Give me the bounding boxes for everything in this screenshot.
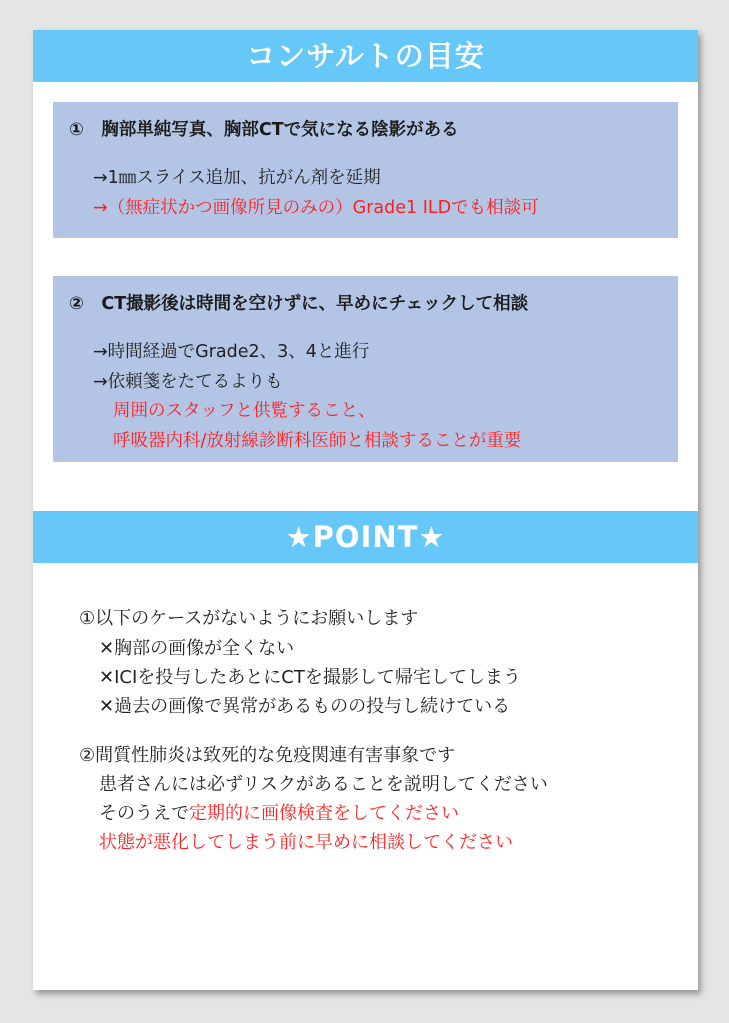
point-section-2-line-2 bbox=[99, 799, 459, 825]
point-banner: ★POINT★ bbox=[33, 511, 698, 563]
document-card bbox=[33, 30, 698, 990]
point-section-2-lead: ②間質性肺炎は致死的な免疫関連有害事象です bbox=[79, 745, 456, 766]
point-section-2-line-1: 患者さんには必ずリスクがあることを説明してください bbox=[99, 774, 548, 795]
consult-item-2-line-4: 呼吸器内科/放射線診断科医師と相談することが重要 bbox=[113, 431, 522, 451]
point-section-2-line-3: 状態が悪化してしまう前に早めに相談してください bbox=[99, 832, 513, 853]
point-section-1-item-3: ✕過去の画像で異常があるものの投与し続けている bbox=[99, 696, 511, 717]
consult-item-1-line-1: →1㎜スライス追加、抗がん剤を延期 bbox=[93, 168, 381, 188]
point-section-2-line-2-prefix: そのうえで bbox=[99, 803, 189, 824]
consult-item-2-line-2: →依頼箋をたてるよりも bbox=[93, 372, 283, 392]
consult-item-1-line-2: →（無症状かつ画像所見のみの）Grade1 ILDでも相談可 bbox=[93, 198, 539, 218]
point-section-1-item-2: ✕ICIを投与したあとにCTを撮影して帰宅してしまう bbox=[99, 667, 521, 688]
consult-item-1-heading: ① 胸部単純写真、胸部CTで気になる陰影がある bbox=[69, 120, 459, 140]
consult-item-2-line-1: →時間経過でGrade2、3、4と進行 bbox=[93, 342, 370, 362]
consult-item-2 bbox=[53, 276, 678, 462]
point-section-1-item-1: ✕胸部の画像が全くない bbox=[99, 638, 295, 659]
consult-item-1 bbox=[53, 102, 678, 238]
consult-item-2-line-3: 周囲のスタッフと供覧すること、 bbox=[113, 401, 376, 421]
consult-item-2-heading: ② CT撮影後は時間を空けずに、早めにチェックして相談 bbox=[69, 294, 529, 314]
point-section-2-line-2-emphasis: 定期的に画像検査をしてください bbox=[189, 803, 459, 824]
consult-banner: コンサルトの目安 bbox=[33, 30, 698, 82]
point-section-1-lead: ①以下のケースがないようにお願いします bbox=[79, 608, 419, 629]
